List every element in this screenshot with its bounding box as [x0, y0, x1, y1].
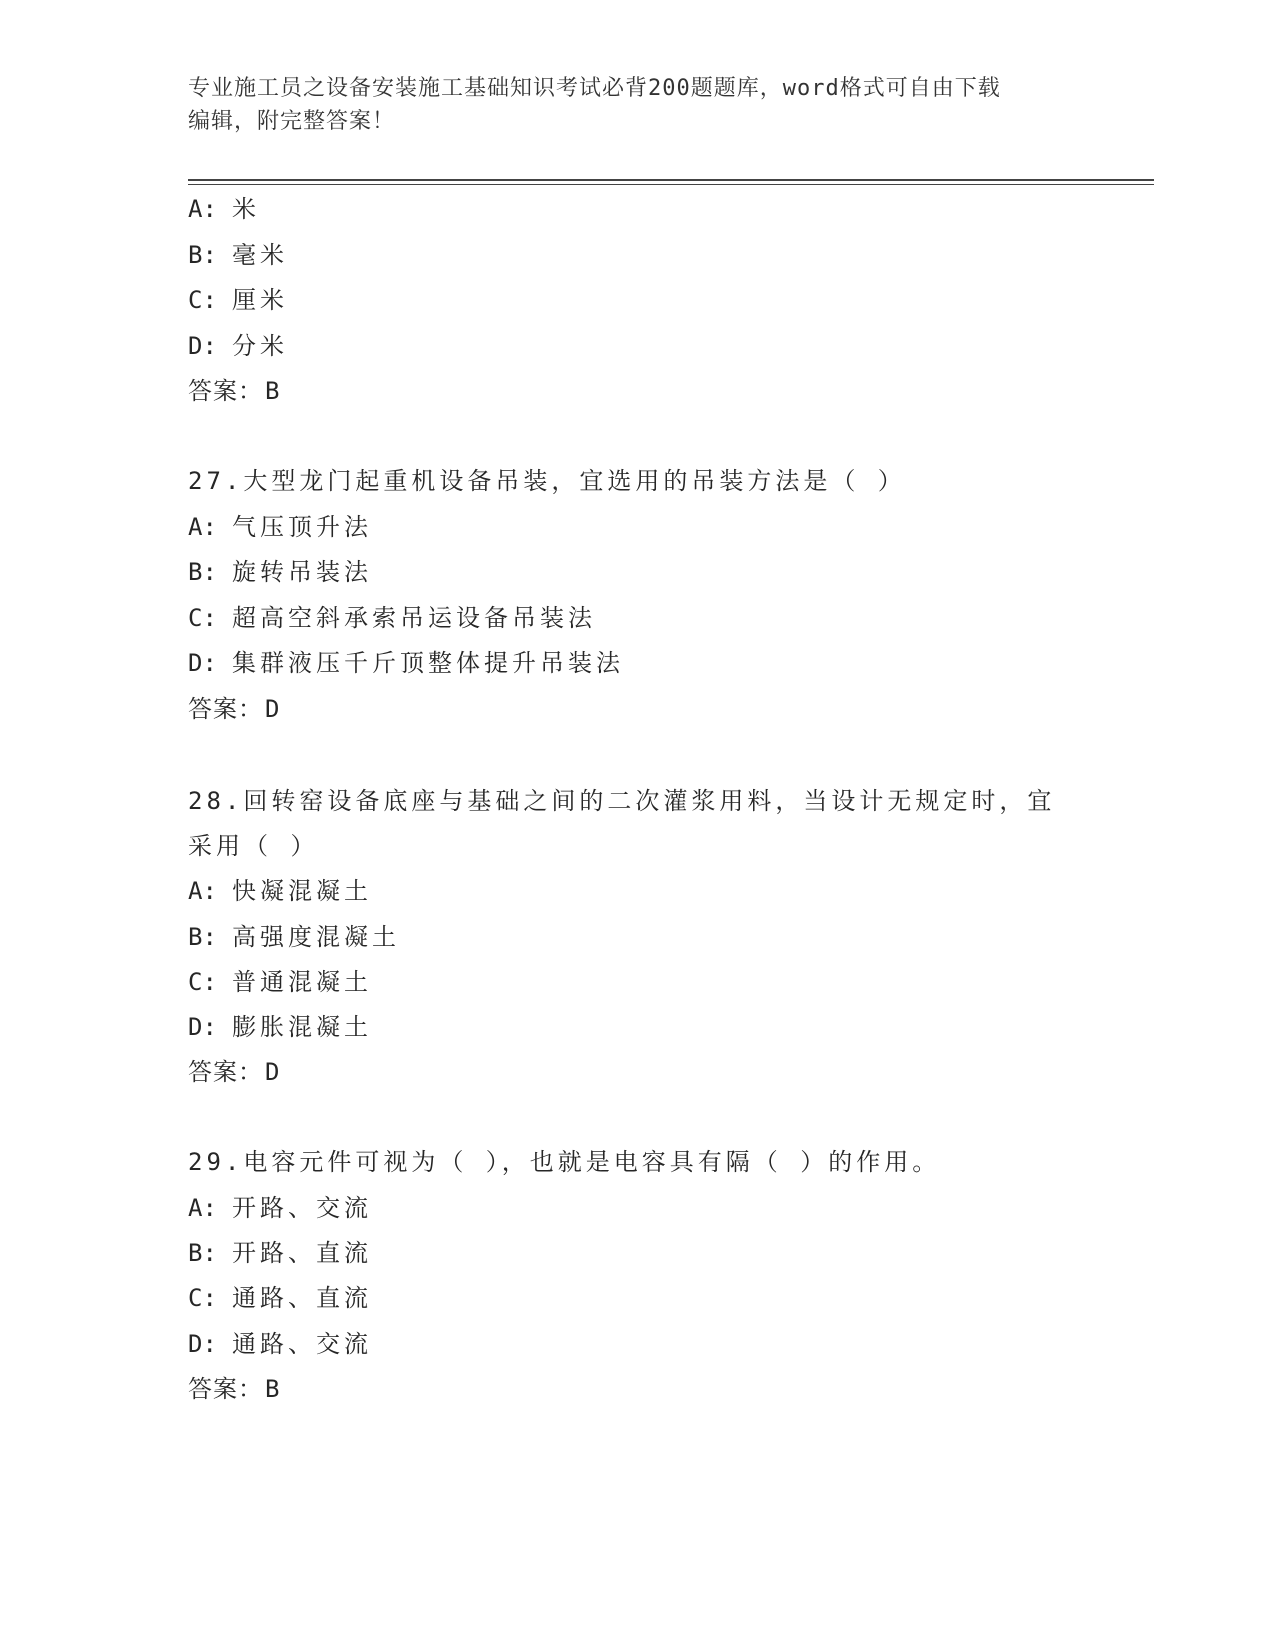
- q27-option-c: C: 超高空斜承索吊运设备吊装法: [188, 604, 596, 632]
- q27-question: 27.大型龙门起重机设备吊装，宜选用的吊装方法是（ ）: [188, 467, 906, 495]
- header-rule-thin: [188, 184, 1154, 185]
- q27-answer: 答案：D: [188, 695, 281, 723]
- q27-option-a: A: 气压顶升法: [188, 513, 372, 541]
- q28-option-a: A: 快凝混凝土: [188, 877, 372, 905]
- q29-option-b: B: 开路、直流: [188, 1239, 372, 1267]
- q26-answer: 答案：B: [188, 377, 281, 405]
- header-line-2: 编辑，附完整答案！: [188, 109, 396, 134]
- q28-option-d: D: 膨胀混凝土: [188, 1013, 372, 1041]
- q29-option-a: A: 开路、交流: [188, 1194, 372, 1222]
- q28-option-c: C: 普通混凝土: [188, 968, 372, 996]
- q27-option-d: D: 集群液压千斤顶整体提升吊装法: [188, 649, 624, 677]
- q26-option-c: C: 厘米: [188, 286, 288, 314]
- header-rule-thick: [188, 179, 1154, 181]
- q29-answer: 答案：B: [188, 1375, 281, 1403]
- document-header: [188, 72, 1068, 138]
- q29-question: 29.电容元件可视为（ ），也就是电容具有隔（ ）的作用。: [188, 1148, 941, 1176]
- q29-option-d: D: 通路、交流: [188, 1330, 372, 1358]
- q26-option-d: D: 分米: [188, 332, 288, 360]
- q28-question-line-1: 28.回转窑设备底座与基础之间的二次灌浆用料，当设计无规定时，宜: [188, 787, 1056, 815]
- q26-option-b: B: 毫米: [188, 241, 288, 269]
- q27-option-b: B: 旋转吊装法: [188, 558, 372, 586]
- q26-option-a: A: 米: [188, 195, 260, 223]
- q28-option-b: B: 高强度混凝土: [188, 923, 400, 951]
- header-line-1: 专业施工员之设备安装施工基础知识考试必背200题题库，word格式可自由下载: [188, 76, 1001, 101]
- q28-answer: 答案：D: [188, 1058, 281, 1086]
- q28-question-line-2: 采用（ ）: [188, 832, 319, 860]
- q29-option-c: C: 通路、直流: [188, 1284, 372, 1312]
